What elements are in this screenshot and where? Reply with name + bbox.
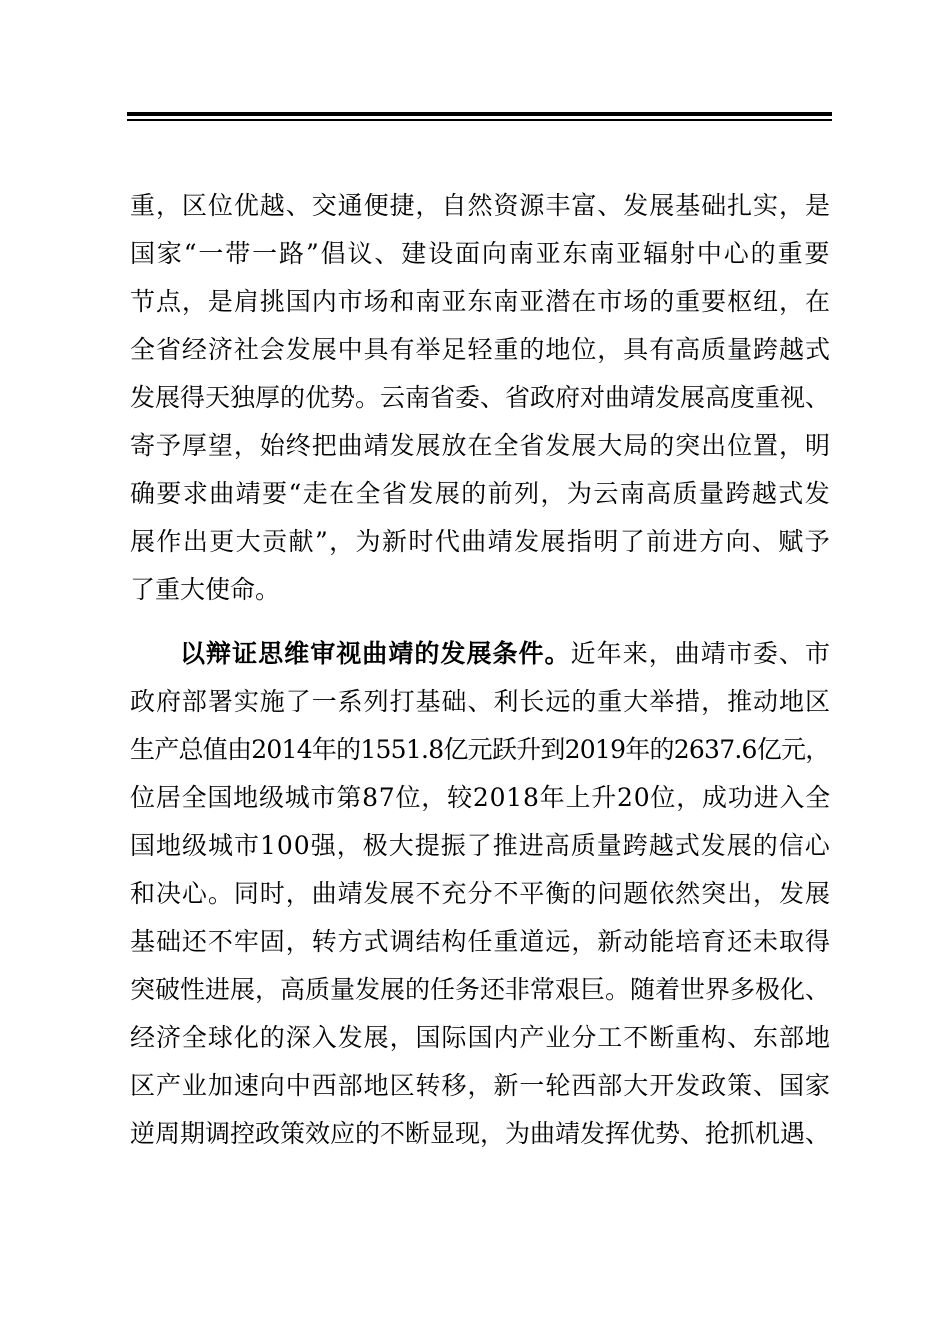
text-line: 基础还不牢固，转方式调结构任重道远，新动能培育还未取得: [130, 927, 831, 956]
text-line: 确要求曲靖要“走在全省发展的前列，为云南高质量跨越式发: [130, 479, 832, 508]
text-line: 重，区位优越、交通便捷，自然资源丰富、发展基础扎实，是: [130, 191, 831, 220]
text-line: 区产业加速向中西部地区转移，新一轮西部大开发政策、国家: [130, 1071, 831, 1100]
header-rule-thick: [127, 112, 832, 116]
text-line: 展作出更大贡献”，为新时代曲靖发展指明了前进方向、赋予: [130, 527, 832, 556]
text-line: 全省经济社会发展中具有举足轻重的地位，具有高质量跨越式: [130, 335, 831, 364]
text-line: 和决心。同时，曲靖发展不充分不平衡的问题依然突出，发展: [130, 879, 831, 908]
text-line: 国地级城市100强，极大提振了推进高质量跨越式发展的信心: [130, 831, 831, 860]
text-line: 了重大使命。: [130, 575, 281, 604]
text-line: 发展得天独厚的优势。云南省委、省政府对曲靖发展高度重视、: [130, 383, 831, 412]
text-line: 经济全球化的深入发展，国际国内产业分工不断重构、东部地: [130, 1023, 831, 1052]
text-line-rest: 近年来，曲靖市委、市: [570, 639, 832, 668]
text-line-first: [180, 630, 831, 678]
text-line: 逆周期调控政策效应的不断显现，为曲靖发挥优势、抢抓机遇、: [130, 1119, 831, 1148]
header-rule-thin: [127, 119, 832, 121]
text-line: 寄予厚望，始终把曲靖发展放在全省发展大局的突出位置，明: [130, 431, 831, 460]
text-line: 国家“一带一路”倡议、建设面向南亚东南亚辐射中心的重要: [130, 239, 832, 268]
paragraph-lead-heading: 以辩证思维审视曲靖的发展条件。: [180, 639, 571, 668]
text-line: 生产总值由2014年的1551.8亿元跃升到2019年的2637.6亿元，: [130, 735, 830, 764]
text-line: 政府部署实施了一系列打基础、利长远的重大举措，推动地区: [130, 687, 831, 716]
text-line: 位居全国地级城市第87位，较2018年上升20位，成功进入全: [130, 783, 831, 812]
text-line: 突破性进展，高质量发展的任务还非常艰巨。随着世界多极化、: [130, 975, 831, 1004]
text-line: 节点，是肩挑国内市场和南亚东南亚潜在市场的重要枢纽，在: [130, 287, 831, 316]
